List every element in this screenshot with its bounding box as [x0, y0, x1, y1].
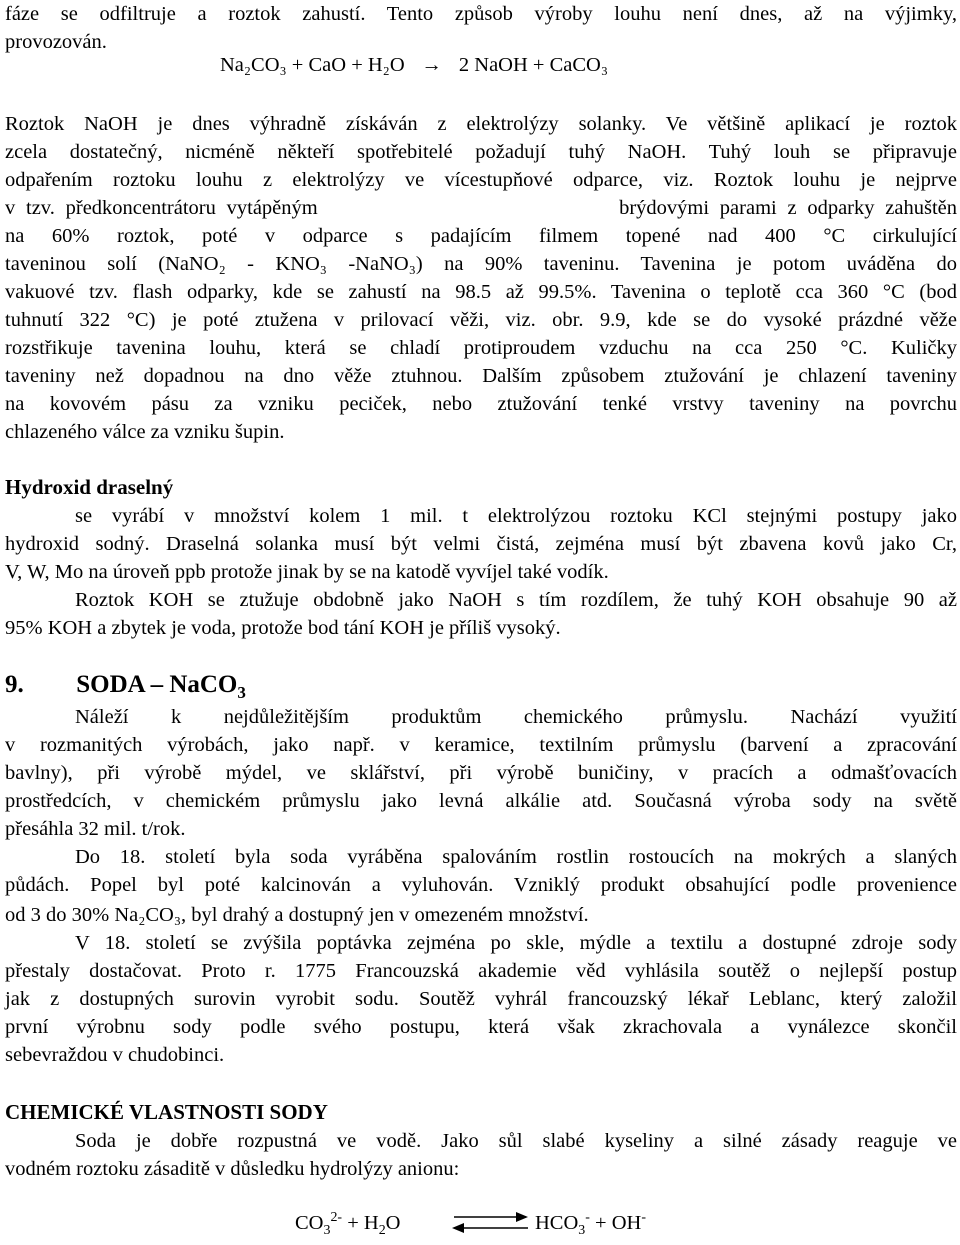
equation-right: 2 NaOH + CaCO₃ — [458, 54, 608, 76]
text-line: od 3 do 30% Na₂CO₃, byl drahý a dostupný jen v omezeném množství. — [5, 904, 589, 926]
text-line: Roztok KOH se ztužuje obdobně jako NaOH s tím rozdílem, že tuhý KOH obsahuje 90 až — [75, 589, 957, 611]
equation-hydrolysis — [295, 1210, 401, 1239]
text-line: V, W, Mo na úroveň ppb protože jinak by se na katodě vyvíjel také vodík. — [5, 561, 609, 583]
text-line: v tzv. předkoncentrátoru vytápěným brýdovými parami z odparky zahuštěn — [5, 197, 957, 219]
text-line: zcela dostatečný, nicméně někteří spotřebitelé požadují tuhý NaOH. Tuhý louh se připravuje — [5, 141, 957, 163]
text-line: Roztok NaOH je dnes výhradně získáván z elektrolýzy solanky. Ve většině aplikací je roztok — [5, 113, 957, 135]
text-line: prostředcích, v chemickém průmyslu jako levná alkálie atd. Současná výroba sody na světě — [5, 790, 957, 812]
text-line: na kovovém pásu za vzniku peciček, nebo ztužování tenké vrstvy taveniny na povrchu — [5, 393, 957, 415]
text-line: na 60% roztok, poté v odparce s padajícím filmem topené nad 400 °C cirkulující — [5, 225, 957, 247]
text-line: taveniny než dopadnou na dno věže ztuhnou. Dalším způsobem ztužování je chlazení taveniny — [5, 365, 957, 387]
text-line: bavlny), při výrobě mýdel, ve sklářství, při výrobě buničiny, v pracích a odmašťovacích — [5, 762, 957, 784]
text-line: odpařením roztoku louhu z elektrolýzy ve vícestupňové odparce, viz. Roztok louhu je nejprve — [5, 169, 957, 191]
reactant-water: + $H_2O$ — [347, 1212, 401, 1239]
text-line: tuhnutí 322 °C) je poté ztužena v prilovací věži, viz. obr. 9.9, kde se do vysoké prázdné věže — [5, 309, 957, 331]
text-line: Do 18. století byla soda vyráběna spalováním rostlin rostoucích na mokrých a slaných — [75, 846, 957, 868]
paragraph-intro — [5, 0, 957, 56]
text-line: 95% KOH a zbytek je voda, protože bod tání KOH je příliš vysoký. — [5, 617, 561, 639]
chapter-number: 9. — [5, 671, 24, 698]
text-line: Soda je dobře rozpustná ve vodě. Jako sůl slabé kyseliny a silné zásady reaguje ve — [75, 1130, 957, 1152]
product-bicarbonate: $HCO_3^-$ — [535, 1210, 590, 1239]
text-line: sebevraždou v chudobinci. — [5, 1044, 225, 1066]
text-line: provozován. — [5, 31, 107, 53]
text-line: rozstřikuje tavenina louhu, která se chladí protiproudem vzduchu na cca 250 °C. Kuličky — [5, 337, 957, 359]
paragraph-koh — [5, 502, 957, 642]
text-line: se vyrábí v množství kolem 1 mil. t elektrolýzou roztoku KCl stejnými postupy jako — [75, 505, 957, 527]
reactant-carbonate: $CO_3^{2-}$ — [295, 1210, 343, 1239]
text-line: V 18. století se zvýšila poptávka zejména po skle, mýdle a textilu a dostupné zdroje sody — [75, 932, 957, 954]
text-line: půdách. Popel byl poté kalcinován a vyluhován. Vzniklý produkt obsahující podle provenience — [5, 874, 957, 896]
text-line: chlazeného válce za vzniku šupin. — [5, 421, 285, 443]
equation-hydrolysis-products — [535, 1210, 646, 1239]
text-line: přesáhla 32 mil. t/rok. — [5, 818, 186, 840]
chapter-heading-soda — [5, 671, 246, 702]
text-line: vakuové tzv. flash odparky, kde se zahustí na 98.5 až 99.5%. Tavenina o teplotě cca 360 °C (bod — [5, 281, 957, 303]
equilibrium-arrows-icon — [450, 1207, 532, 1237]
text-line: vodném roztoku zásaditě v důsledku hydrolýzy anionu: — [5, 1158, 460, 1180]
paragraph-properties — [5, 1127, 957, 1183]
text-line: Náleží k nejdůležitějším produktům chemického průmyslu. Nachází využití — [75, 706, 957, 728]
product-hydroxide: + OH- — [595, 1210, 646, 1234]
text-line: jak z dostupných surovin vyrobit sodu. Soutěž vyhrál francouzský lékař Leblanc, který založil — [5, 988, 957, 1010]
text-line: v rozmanitých výrobách, jako např. v keramice, textilním průmyslu (barvení a zpracování — [5, 734, 957, 756]
chapter-title-subscript: 3 — [237, 683, 246, 702]
text-line: fáze se odfiltruje a roztok zahustí. Tento způsob výroby louhu není dnes, až na výjimky, — [5, 3, 957, 25]
section-heading-properties: CHEMICKÉ VLASTNOSTI SODY — [5, 1100, 328, 1124]
equation-left: Na₂CO₃ + CaO + H₂O — [220, 54, 405, 76]
text-line: taveninou solí (NaNO₂ - KNO₃ -NaNO₃) na 90% taveninu. Tavenina je potom uváděna do — [5, 253, 957, 275]
chapter-title: SODA – NaCO — [76, 671, 238, 698]
paragraph-soda — [5, 703, 957, 1069]
text-line: přestaly dostačovat. Proto r. 1775 Francouzská akademie věd vyhlásila soutěž o nejlepší postup — [5, 960, 957, 982]
paragraph-naoh — [5, 110, 957, 446]
text-line: hydroxid sodný. Draselná solanka musí být velmi čistá, zejména musí být zbavena kovů jako Cr, — [5, 533, 957, 555]
text-line: první výrobnu sody podle svého postupu, která však zkrachovala a vynálezce skončil — [5, 1016, 957, 1038]
equation-naoh-production — [220, 54, 608, 77]
section-heading-koh: Hydroxid draselný — [5, 475, 174, 499]
reaction-arrow-icon: → — [421, 54, 443, 76]
